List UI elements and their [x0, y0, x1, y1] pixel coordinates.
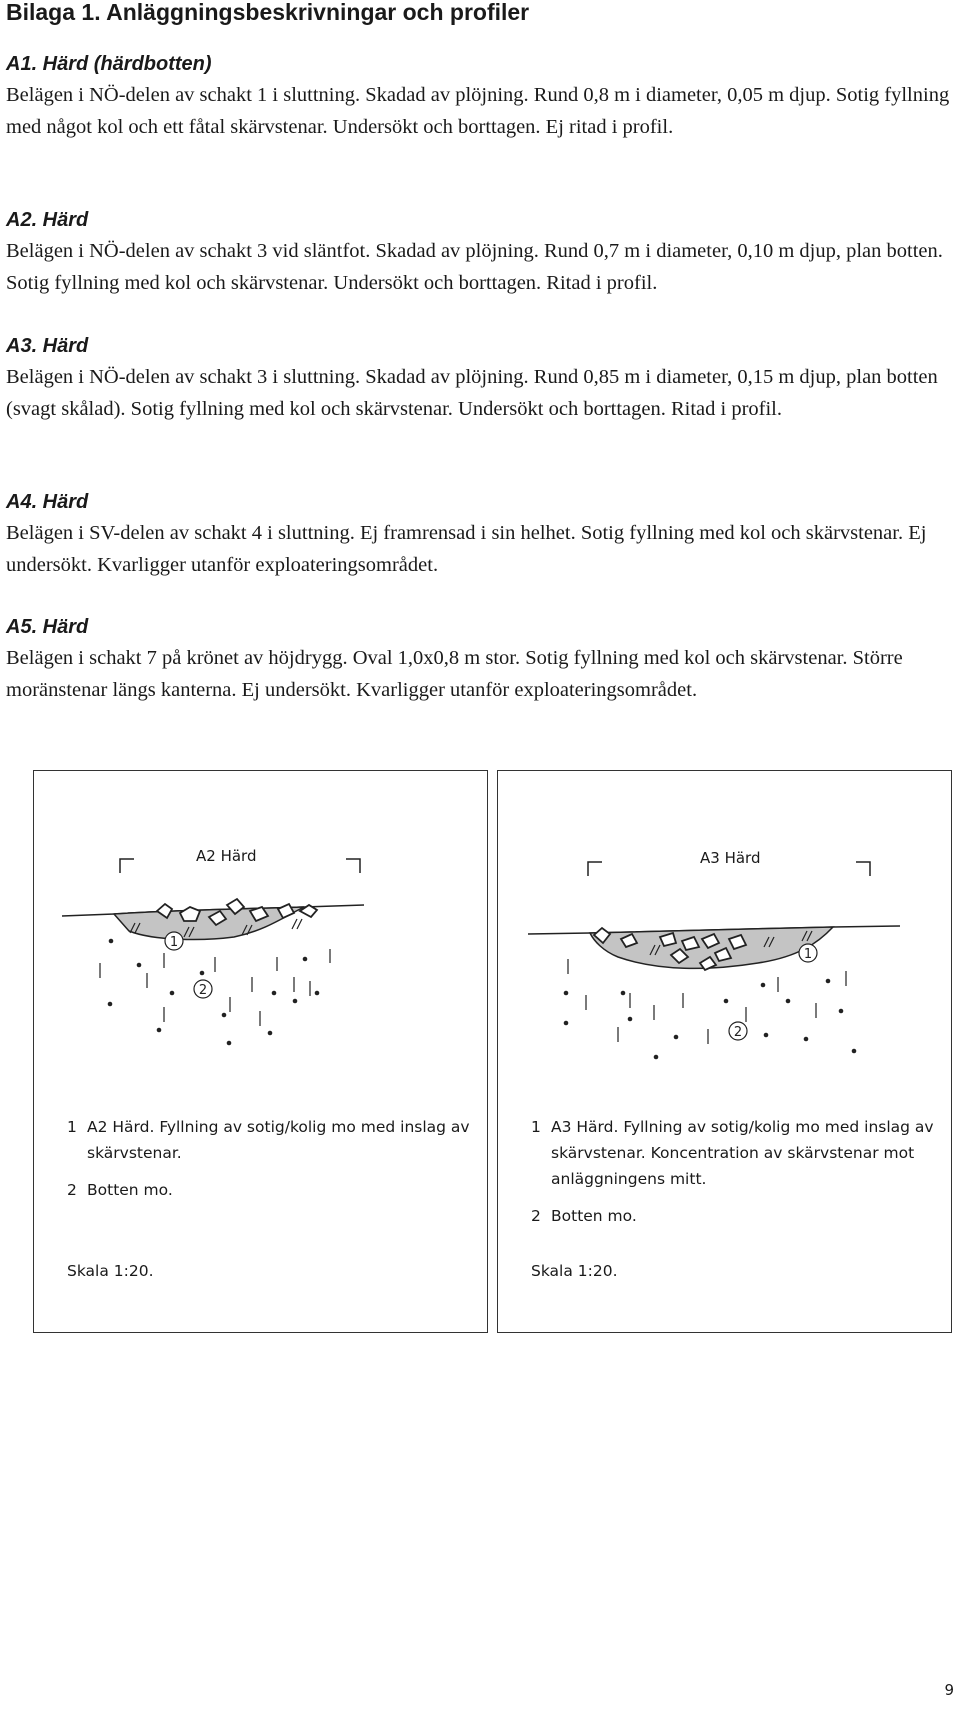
soil-dot — [564, 991, 569, 996]
entry-a4 — [6, 490, 958, 581]
entry-a2 — [6, 208, 958, 299]
section-corner-right — [856, 862, 870, 876]
hearth-fill — [114, 907, 304, 939]
hatch — [297, 919, 302, 929]
entry-a3 — [6, 334, 958, 425]
soil-dot — [852, 1049, 857, 1054]
section-corner-left — [588, 862, 602, 876]
legend-number: 2 — [531, 1207, 541, 1225]
entry-text: Belägen i SV-delen av schakt 4 i sluttning. Ej framrensad i sin helhet. Sotig fyllning med kol och skärvstenar. Ej undersökt. Kvarligger utanför exploateringsområdet. — [6, 522, 927, 576]
soil-dot — [674, 1035, 679, 1040]
marker-1-label: 1 — [803, 947, 813, 962]
entry-heading: A2. Härd — [6, 209, 89, 231]
entry-heading: A4. Härd — [6, 491, 89, 513]
legend-text: Botten mo. — [87, 1181, 173, 1199]
legend-number: 1 — [67, 1118, 77, 1136]
soil-dot — [764, 1033, 769, 1038]
marker-2-label: 2 — [198, 983, 208, 998]
soil-dot — [786, 999, 791, 1004]
soil-dot — [157, 1028, 162, 1033]
soil-dot — [564, 1021, 569, 1026]
legend-item — [531, 1114, 941, 1192]
page-number: 9 — [944, 1681, 954, 1699]
section-corner-right — [346, 859, 360, 873]
soil-dot — [315, 991, 320, 996]
soil-dot — [137, 963, 142, 968]
legend-number: 1 — [531, 1118, 541, 1136]
entry-heading: A1. Härd (härdbotten) — [6, 53, 212, 75]
marker-2-label: 2 — [733, 1025, 743, 1040]
profile-figure-a3 — [497, 770, 952, 1333]
entry-heading: A3. Härd — [6, 335, 89, 357]
figure-title: A3 Härd — [700, 849, 761, 867]
entry-a5 — [6, 615, 958, 706]
legend-item — [531, 1203, 941, 1229]
soil-dot — [222, 1013, 227, 1018]
soil-dot — [826, 979, 831, 984]
hatch — [292, 919, 297, 929]
soil-dot — [628, 1017, 633, 1022]
figure-scale: Skala 1:20. — [67, 1262, 154, 1280]
entry-text: Belägen i NÖ-delen av schakt 3 i sluttning. Skadad av plöjning. Rund 0,85 m i diameter, 0,15 m djup, plan botten (svagt skålad). Sotig fyllning med kol och skärvstenar. Undersökt och borttagen. Ritad i profil. — [6, 366, 938, 420]
section-corner-left — [120, 859, 134, 873]
entry-text: Belägen i NÖ-delen av schakt 1 i sluttning. Skadad av plöjning. Rund 0,8 m i diameter, 0,05 m djup. Sotig fyllning med något kol och ett fåtal skärvstenar. Undersökt och borttagen. Ej ritad i profil. — [6, 84, 950, 138]
entry-heading: A5. Härd — [6, 616, 89, 638]
soil-dot — [761, 983, 766, 988]
soil-dot — [200, 971, 205, 976]
soil-dot — [227, 1041, 232, 1046]
soil-dot — [170, 991, 175, 996]
legend-item — [67, 1177, 477, 1203]
soil-dot — [654, 1055, 659, 1060]
legend-text: A3 Härd. Fyllning av sotig/kolig mo med inslag av skärvstenar. Koncentration av skärvstenar mot anläggningens mitt. — [551, 1118, 934, 1188]
profile-figure-a2 — [33, 770, 488, 1333]
profile-drawing-a2 — [34, 771, 489, 1334]
legend-text: A2 Härd. Fyllning av sotig/kolig mo med inslag av skärvstenar. — [87, 1118, 470, 1162]
soil-dot — [272, 991, 277, 996]
figure-scale: Skala 1:20. — [531, 1262, 618, 1280]
entry-a1 — [6, 52, 958, 143]
soil-dot — [621, 991, 626, 996]
soil-dot — [268, 1031, 273, 1036]
figure-legend — [67, 1114, 477, 1214]
soil-dot — [303, 957, 308, 962]
legend-number: 2 — [67, 1181, 77, 1199]
soil-dot — [804, 1037, 809, 1042]
figure-legend — [531, 1114, 941, 1240]
page-title: Bilaga 1. Anläggningsbeskrivningar och profiler — [6, 0, 530, 25]
soil-dot — [109, 939, 114, 944]
soil-dot — [293, 999, 298, 1004]
soil-dot — [839, 1009, 844, 1014]
legend-item — [67, 1114, 477, 1166]
legend-text: Botten mo. — [551, 1207, 637, 1225]
figure-title: A2 Härd — [196, 847, 257, 865]
entry-text: Belägen i schakt 7 på krönet av höjdrygg. Oval 1,0x0,8 m stor. Sotig fyllning med kol och skärvstenar. Större moränstenar längs kanterna. Ej undersökt. Kvarligger utanför exploateringsområdet. — [6, 647, 903, 701]
marker-1-label: 1 — [169, 935, 179, 950]
stone — [180, 907, 200, 921]
entry-text: Belägen i NÖ-delen av schakt 3 vid släntfot. Skadad av plöjning. Rund 0,7 m i diameter, 0,10 m djup, plan botten. Sotig fyllning med kol och skärvstenar. Undersökt och borttagen. Ritad i profil. — [6, 240, 943, 294]
soil-dot — [724, 999, 729, 1004]
soil-dot — [108, 1002, 113, 1007]
